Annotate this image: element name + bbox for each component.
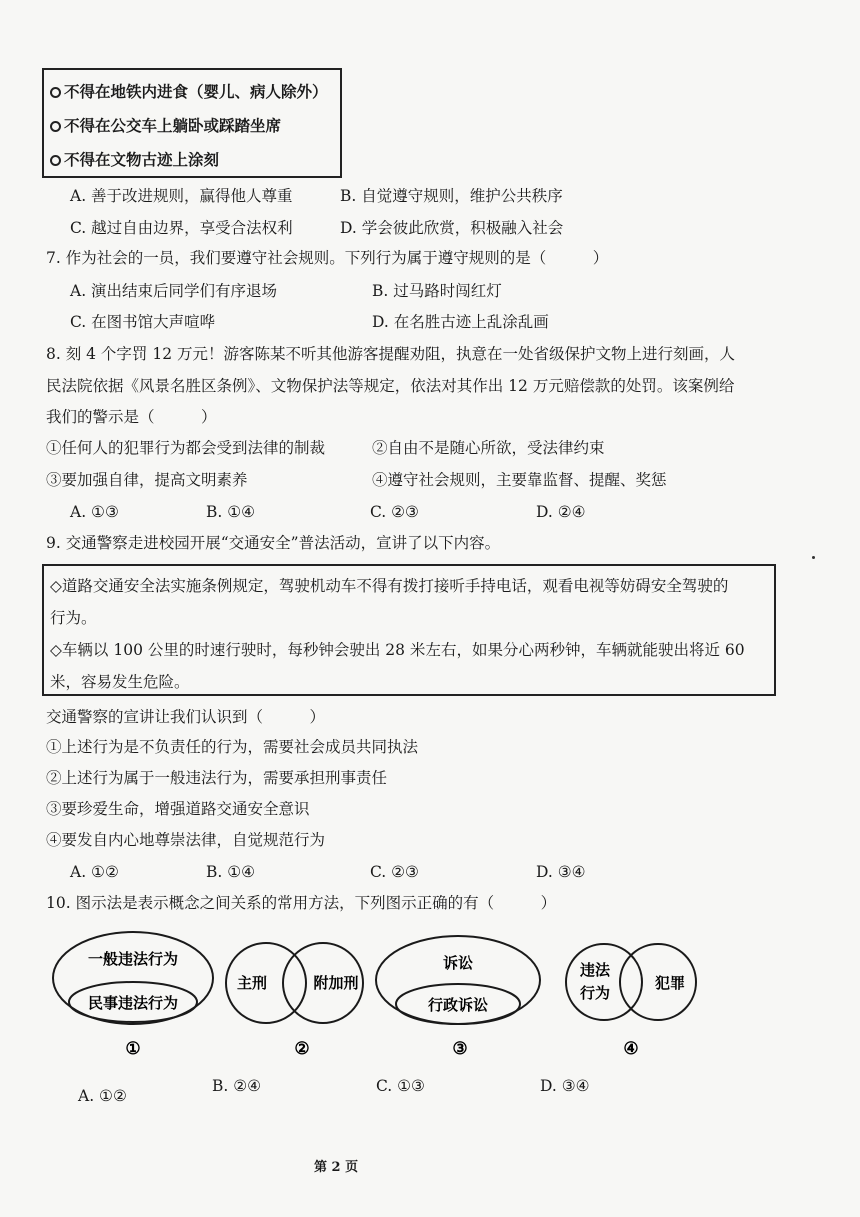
q8-stem-line: 8. 刻 4 个字罚 12 万元！游客陈某不听其他游客提醒劝阻，执意在一处省级保护文物上进行刻画，人 (46, 345, 736, 363)
q7-stem: 7. 作为社会的一员，我们要遵守社会规则。下列行为属于遵守规则的是（ ） (46, 249, 609, 267)
q9-box-line: ◇道路交通安全法实施条例规定，驾驶机动车不得有拨打接听手持电话，观看电视等妨碍安全驾驶的 (50, 577, 729, 595)
q7-option-c: C. 在图书馆大声喧哗 (70, 313, 216, 331)
q9-box-line: 行为。 (50, 609, 97, 627)
q9-stem: 9. 交通警察走进校园开展“交通安全”普法活动，宣讲了以下内容。 (46, 534, 501, 552)
diagram-1-inner-label: 民事违法行为 (87, 994, 179, 1012)
q7-option-d: D. 在名胜古迹上乱涂乱画 (372, 313, 549, 331)
rule-item (50, 148, 219, 170)
q9-box-line: ◇车辆以 100 公里的时速行驶时，每秒钟会驶出 28 米左右，如果分心两秒钟，车辆就能驶出将近 60 (50, 641, 745, 659)
q10-option-d: D. ③④ (540, 1077, 590, 1095)
rule-item (50, 80, 328, 102)
diagram-2-number: ② (294, 1039, 310, 1059)
q6-option-d: D. 学会彼此欣赏，积极融入社会 (340, 219, 564, 237)
diagram-3-inner-label: 行政诉讼 (427, 996, 489, 1014)
q8-stem-line: 我们的警示是（ ） (46, 408, 217, 426)
q8-statement: ④遵守社会规则，主要靠监督、提醒、奖惩 (372, 471, 667, 489)
q7-option-b: B. 过马路时闯红灯 (372, 282, 502, 300)
scan-speck (812, 556, 815, 559)
q8-option-c: C. ②③ (370, 503, 419, 521)
q7-option-a: A. 演出结束后同学们有序退场 (70, 282, 278, 300)
page-number: 第 2 页 (314, 1160, 359, 1175)
q6-option-b: B. 自觉遵守规则，维护公共秩序 (340, 187, 563, 205)
diagram-1-outer-label: 一般违法行为 (87, 950, 179, 968)
diagram-2-right-label: 附加刑 (313, 974, 359, 992)
diagram-4 (566, 944, 696, 1059)
diagram-3-outer-label: 诉讼 (442, 954, 474, 972)
q8-option-d: D. ②④ (536, 503, 586, 521)
q9-option-d: D. ③④ (536, 863, 586, 881)
diagram-3-number: ③ (452, 1039, 468, 1059)
circle-bullet-icon (50, 121, 61, 132)
diagram-2 (226, 943, 363, 1059)
rule-item (50, 114, 281, 136)
diagram-1-number: ① (125, 1039, 141, 1059)
diagram-4-left-label: 行为 (579, 984, 611, 1002)
diagram-4-right-label: 犯罪 (654, 974, 686, 992)
q9-option-c: C. ②③ (370, 863, 419, 881)
q9-statement: ②上述行为属于一般违法行为，需要承担刑事责任 (46, 769, 388, 787)
diagram-4-number: ④ (623, 1039, 639, 1059)
q9-question: 交通警察的宣讲让我们认识到（ ） (46, 708, 326, 726)
q8-option-a: A. ①③ (70, 503, 119, 521)
q6-option-c: C. 越过自由边界，享受合法权利 (70, 219, 293, 237)
diagram-3 (376, 936, 540, 1059)
q8-stem-line: 民法院依据《风景名胜区条例》、文物保护法等规定，依法对其作出 12 万元赔偿款的处罚。该案例给 (46, 377, 735, 395)
q10-diagrams (40, 930, 740, 1060)
rule-text: 不得在地铁内进食（婴儿、病人除外） (64, 82, 328, 101)
q6-option-a: A. 善于改进规则，赢得他人尊重 (70, 187, 293, 205)
q9-option-a: A. ①② (70, 863, 119, 881)
q9-statement: ①上述行为是不负责任的行为，需要社会成员共同执法 (46, 738, 419, 756)
q10-option-c: C. ①③ (376, 1077, 425, 1095)
q9-box-line: 米，容易发生危险。 (50, 673, 190, 691)
diagram-1 (53, 932, 213, 1059)
q10-stem: 10. 图示法是表示概念之间关系的常用方法，下列图示正确的有（ ） (46, 894, 557, 912)
rule-text: 不得在文物古迹上涂刻 (64, 150, 220, 169)
circle-bullet-icon (50, 155, 61, 166)
q8-statement: ②自由不是随心所欲，受法律约束 (372, 439, 605, 457)
q9-statement: ③要珍爱生命，增强道路交通安全意识 (46, 800, 310, 818)
q10-option-a: A. ①② (78, 1087, 127, 1105)
q9-statement: ④要发自内心地尊崇法律，自觉规范行为 (46, 831, 326, 849)
diagram-2-left-label: 主刑 (236, 974, 268, 992)
q8-statement: ①任何人的犯罪行为都会受到法律的制裁 (46, 439, 326, 457)
q9-option-b: B. ①④ (206, 863, 256, 881)
q9-info-box (42, 564, 776, 696)
circle-bullet-icon (50, 87, 61, 98)
rules-box (42, 68, 342, 178)
rule-text: 不得在公交车上躺卧或踩踏坐席 (64, 116, 282, 135)
q8-option-b: B. ①④ (206, 503, 256, 521)
q10-option-b: B. ②④ (212, 1077, 262, 1095)
diagram-4-left-label: 违法 (579, 961, 611, 979)
q8-statement: ③要加强自律，提高文明素养 (46, 471, 248, 489)
